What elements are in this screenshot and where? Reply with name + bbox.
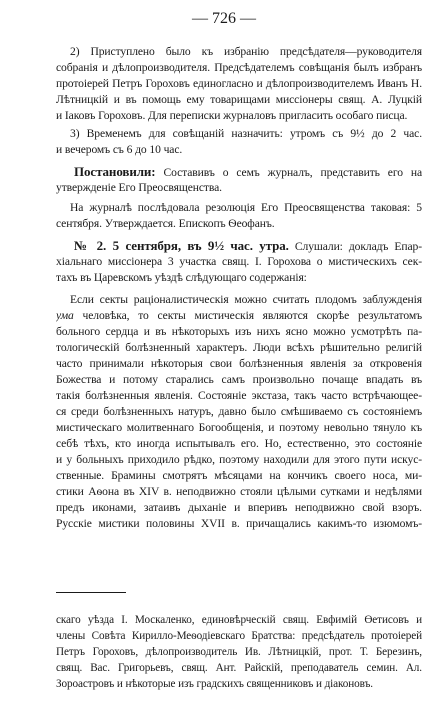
text-line: хіальнаго миссіонера 3 участка свящ. І. Горохова о мистическихъ сек- (56, 255, 422, 268)
session-heading-tail: Слушали: докладъ Епар- (294, 240, 422, 253)
text-line: Русскіе мистики половины XVII в. причащались какимъ-то изюмомъ- (56, 517, 422, 530)
paragraph-chair-election (56, 44, 422, 124)
text-line: утвержденіе Его Преосвященства. (56, 181, 222, 194)
text-line: стики Аѳона въ XIV в. неподвижно стояли цѣлыми сутками и недѣлями (56, 485, 422, 498)
text-line: и Іаковъ Гороховъ. Для переписки журналовъ пригласить особаго писца. (56, 109, 408, 122)
text-line: сентября. Утверждается. Епископъ Ѳеофанъ. (56, 217, 275, 230)
text-line: себѣ тѣхъ, кто иногда испытывалъ его. Но, естественно, это состояніе (56, 437, 422, 450)
paragraph-mystical-sects (56, 292, 422, 532)
resolution-label: Постановили: (74, 164, 156, 179)
footnote-line: Петръ Гороховъ, дѣлопроизводитель Ив. Лѣтницкій, прот. Т. Березинъ, (56, 646, 422, 658)
text-line: 2) Приступлено было къ избранію предсѣдателя—руководителя (70, 45, 422, 58)
footnote (56, 612, 422, 692)
text-line: и вечеромъ съ 6 до 10 час. (56, 143, 183, 156)
paragraph-session-report (56, 238, 422, 286)
text-line: протоіерей Петръ Гороховъ единогласно и дѣлопроизводителемъ Иванъ Н. (56, 77, 422, 90)
text-line: мистическаго молитвеннаго Богообщенія, и поэтому невольно тянуло къ (56, 421, 422, 434)
session-heading: № 2. 5 сентября, въ 9½ час. утра. (74, 238, 289, 253)
paragraph-resolution (56, 164, 422, 196)
text-line: Лѣтницкій и въ помощь ему товарищами миссіонеры свящ. А. Луцкій (56, 93, 422, 106)
text-fragment: человѣка, то секты мистическія являются скорѣе результатомъ (82, 309, 422, 322)
text-line: На журналѣ послѣдовала резолюція Его Преосвященства таковая: 5 (70, 201, 422, 214)
text-line: собранія и дѣлопроизводителя. Предсѣдателемъ совѣщанія былъ избранъ (56, 61, 422, 74)
footnote-line: Зороастровъ и нѣкоторые изъ градскихъ священниковъ и діаконовъ. (56, 678, 373, 690)
text-line: тологическій болѣзненный характеръ. Люди всѣхъ рѣшительно религій (56, 341, 422, 354)
footnote-line: члены Совѣта Кирилло-Меѳодіевскаго Братства: предсѣдатель протоіерей (56, 630, 422, 642)
footnote-line: свящ. Вас. Григорьевъ, свящ. Ант. Райскій, преподаватель семин. Ал. (56, 662, 422, 674)
italic-word: ума (56, 309, 74, 322)
text-line: такія болѣзненныя явленія. Состояніе экстаза, такъ часто встрѣчающее- (56, 389, 422, 402)
page-number: — 726 — (192, 10, 256, 27)
footnote-separator (56, 592, 126, 593)
text-line: Если секты раціоналистическія можно считать плодомъ заблужденія (70, 293, 422, 306)
text-line: больного сердца и въ нѣкоторыхъ изъ нихъ ясно можно усмотрѣть па- (56, 325, 422, 338)
text-line: Божества и потому старались самъ произвольно почаще впадать въ (56, 373, 422, 386)
footnote-line: скаго уѣзда І. Москаленко, единовѣрческій свящ. Евфимій Өетисовъ и (56, 614, 422, 626)
paragraph-bishop-resolution (56, 200, 422, 232)
resolution-text: Составивъ о семъ журналъ, представить его на (163, 166, 422, 179)
text-line: часто принимали нѣкоторыя свои болѣзненныя явленія за откровенія (56, 357, 422, 370)
text-line: тахъ въ Царевскомъ уѣздѣ слѣдующаго содержанія: (56, 271, 307, 284)
text-line: предъ иконами, затаивъ дыханіе и вперивъ неподвижно свой взоръ. (56, 501, 422, 514)
text-line: 3) Временемъ для совѣщаній назначить: утромъ съ 9½ до 2 час. (70, 127, 422, 140)
paragraph-schedule (56, 126, 422, 158)
text-line: ственные. Брамины смотрятъ мѣсяцами на кончикъ своего носа, ми- (56, 469, 422, 482)
text-line: и у больныхъ приходило рѣдко, поэтому находили для этого пути искус- (56, 453, 422, 466)
text-line: ся среди болѣзненныхъ натуръ, давно было смѣшиваемо съ состояніемъ (56, 405, 422, 418)
